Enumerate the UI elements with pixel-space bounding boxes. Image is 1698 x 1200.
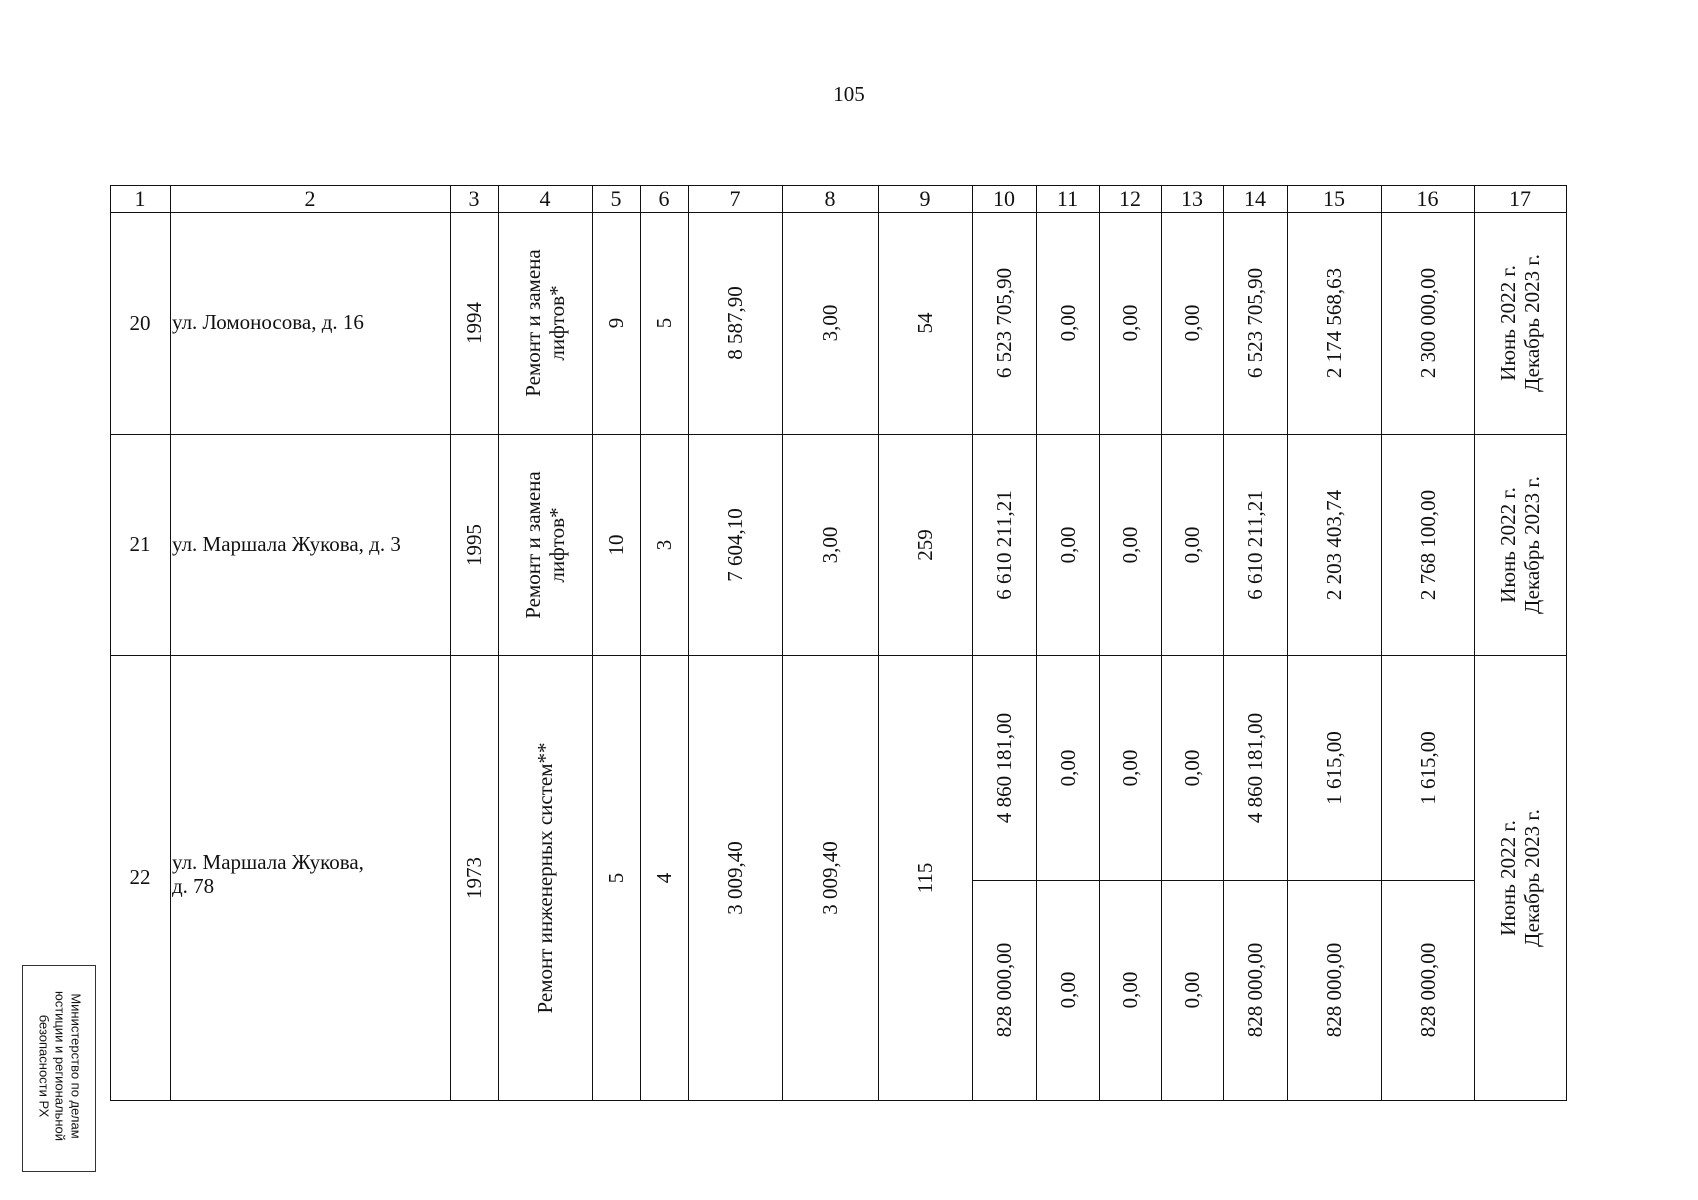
value-cell-10: 6 610 211,21 bbox=[991, 489, 1016, 600]
grid-line-h bbox=[110, 655, 1567, 656]
work-type-cell: Ремонт и замена лифтов* bbox=[520, 249, 569, 397]
value-cell-16: 2 300 000,00 bbox=[1415, 267, 1440, 379]
grid-line-v bbox=[1036, 185, 1037, 1101]
grid-line-v bbox=[1287, 185, 1288, 1101]
grid-line-v bbox=[1474, 185, 1475, 1101]
value-cell-6: 4 bbox=[651, 872, 676, 883]
grid-line-h bbox=[110, 212, 1567, 213]
value-cell-8: 3 009,40 bbox=[817, 840, 842, 915]
value-cell-11: 0,00 bbox=[1055, 304, 1080, 342]
value-cell-13-bottom: 0,00 bbox=[1179, 971, 1204, 1009]
row-number: 21 bbox=[129, 532, 151, 556]
value-cell-7: 7 604,10 bbox=[722, 507, 747, 582]
column-header-15: 15 bbox=[1323, 185, 1345, 211]
value-cell-10-top: 4 860 181,00 bbox=[991, 712, 1016, 823]
value-cell-12: 0,00 bbox=[1117, 526, 1142, 563]
value-cell-16: 2 768 100,00 bbox=[1415, 489, 1440, 600]
grid-line-v bbox=[450, 185, 451, 1101]
column-header-6: 6 bbox=[658, 185, 670, 211]
value-cell-11-top: 0,00 bbox=[1055, 749, 1080, 786]
grid-line-v bbox=[498, 185, 499, 1101]
column-header-17: 17 bbox=[1509, 185, 1531, 211]
value-cell-8: 3,00 bbox=[817, 304, 842, 342]
value-cell-15-top: 1 615,00 bbox=[1321, 730, 1346, 805]
column-header-3: 3 bbox=[468, 185, 480, 211]
grid-line-v bbox=[1161, 185, 1162, 1101]
value-cell-9: 54 bbox=[912, 312, 937, 334]
value-cell-5: 10 bbox=[603, 534, 628, 555]
grid-line-h bbox=[110, 1100, 1567, 1101]
value-cell-6: 3 bbox=[651, 539, 676, 550]
period-cell: Июнь 2022 г. Декабрь 2023 г. bbox=[1495, 475, 1544, 614]
grid-line-v bbox=[1223, 185, 1224, 1101]
value-cell-5: 5 bbox=[603, 872, 628, 883]
value-cell-14: 6 523 705,90 bbox=[1242, 267, 1267, 379]
column-header-7: 7 bbox=[729, 185, 741, 211]
value-cell-5: 9 bbox=[603, 317, 628, 329]
value-cell-10: 6 523 705,90 bbox=[991, 267, 1016, 379]
page-number: 105 bbox=[833, 82, 865, 106]
column-header-16: 16 bbox=[1416, 185, 1439, 211]
column-header-1: 1 bbox=[134, 185, 146, 211]
value-cell-14-bottom: 828 000,00 bbox=[1242, 942, 1267, 1038]
value-cell-15-bottom: 828 000,00 bbox=[1321, 942, 1346, 1038]
column-header-9: 9 bbox=[919, 185, 931, 211]
address-cell: ул. Маршала Жукова, д. 78 bbox=[172, 849, 364, 898]
column-header-2: 2 bbox=[304, 185, 316, 211]
column-header-14: 14 bbox=[1244, 185, 1266, 211]
grid-line-h bbox=[110, 434, 1567, 435]
year-cell: 1973 bbox=[461, 856, 486, 899]
value-cell-11: 0,00 bbox=[1055, 526, 1080, 563]
column-header-12: 12 bbox=[1119, 185, 1141, 211]
column-header-13: 13 bbox=[1181, 185, 1203, 211]
address-cell: ул. Маршала Жукова, д. 3 bbox=[172, 531, 401, 556]
period-cell: Июнь 2022 г. Декабрь 2023 г. bbox=[1495, 254, 1544, 392]
value-cell-13: 0,00 bbox=[1179, 304, 1204, 342]
value-cell-10-bottom: 828 000,00 bbox=[991, 942, 1016, 1038]
value-cell-12-bottom: 0,00 bbox=[1117, 971, 1142, 1009]
grid-line-v bbox=[640, 185, 641, 1101]
value-cell-14: 6 610 211,21 bbox=[1242, 489, 1267, 600]
value-cell-9: 115 bbox=[912, 862, 937, 893]
grid-line-v bbox=[170, 185, 171, 1101]
column-header-5: 5 bbox=[610, 185, 622, 211]
column-header-4: 4 bbox=[539, 185, 551, 211]
ministry-stamp bbox=[22, 965, 96, 1172]
stamp-line-2: юстиции и региональной bbox=[52, 990, 68, 1142]
value-cell-9: 259 bbox=[912, 528, 937, 561]
row-number: 20 bbox=[129, 310, 151, 335]
grid-line-v bbox=[592, 185, 593, 1101]
grid-line-v bbox=[782, 185, 783, 1101]
value-cell-7: 3 009,40 bbox=[722, 840, 747, 915]
grid-line-v bbox=[1381, 185, 1382, 1101]
column-header-10: 10 bbox=[993, 185, 1015, 211]
stamp-line-3: безопасности РХ bbox=[36, 1014, 52, 1118]
value-cell-11-bottom: 0,00 bbox=[1055, 971, 1080, 1009]
column-header-11: 11 bbox=[1056, 185, 1079, 211]
column-header-8: 8 bbox=[824, 185, 836, 211]
grid-line-v bbox=[1566, 185, 1567, 1101]
value-cell-8: 3,00 bbox=[817, 526, 842, 563]
value-cell-12: 0,00 bbox=[1117, 304, 1142, 342]
grid-line-v bbox=[972, 185, 973, 1101]
value-cell-15: 2 174 568,63 bbox=[1321, 267, 1346, 379]
work-type-cell: Ремонт инженерных систем** bbox=[532, 741, 557, 1014]
value-cell-6: 5 bbox=[651, 317, 676, 329]
value-cell-12-top: 0,00 bbox=[1117, 749, 1142, 786]
grid-line-v bbox=[1099, 185, 1100, 1101]
grid-line-v bbox=[688, 185, 689, 1101]
value-cell-7: 8 587,90 bbox=[722, 286, 747, 360]
value-cell-16-bottom: 828 000,00 bbox=[1415, 942, 1440, 1038]
value-cell-13: 0,00 bbox=[1179, 526, 1204, 563]
work-type-cell: Ремонт и замена лифтов* bbox=[520, 470, 569, 619]
value-cell-14-top: 4 860 181,00 bbox=[1242, 712, 1267, 823]
row-number: 22 bbox=[129, 865, 151, 889]
address-cell: ул. Ломоносова, д. 16 bbox=[172, 310, 364, 334]
value-cell-15: 2 203 403,74 bbox=[1321, 489, 1346, 600]
year-cell: 1995 bbox=[461, 523, 486, 566]
value-cell-16-top: 1 615,00 bbox=[1415, 730, 1440, 805]
value-cell-13-top: 0,00 bbox=[1179, 749, 1204, 786]
grid-line-v bbox=[878, 185, 879, 1101]
stamp-line-1: Министерство по делам bbox=[68, 993, 84, 1139]
year-cell: 1994 bbox=[461, 302, 486, 344]
period-cell: Июнь 2022 г. Декабрь 2023 г. bbox=[1495, 808, 1544, 947]
